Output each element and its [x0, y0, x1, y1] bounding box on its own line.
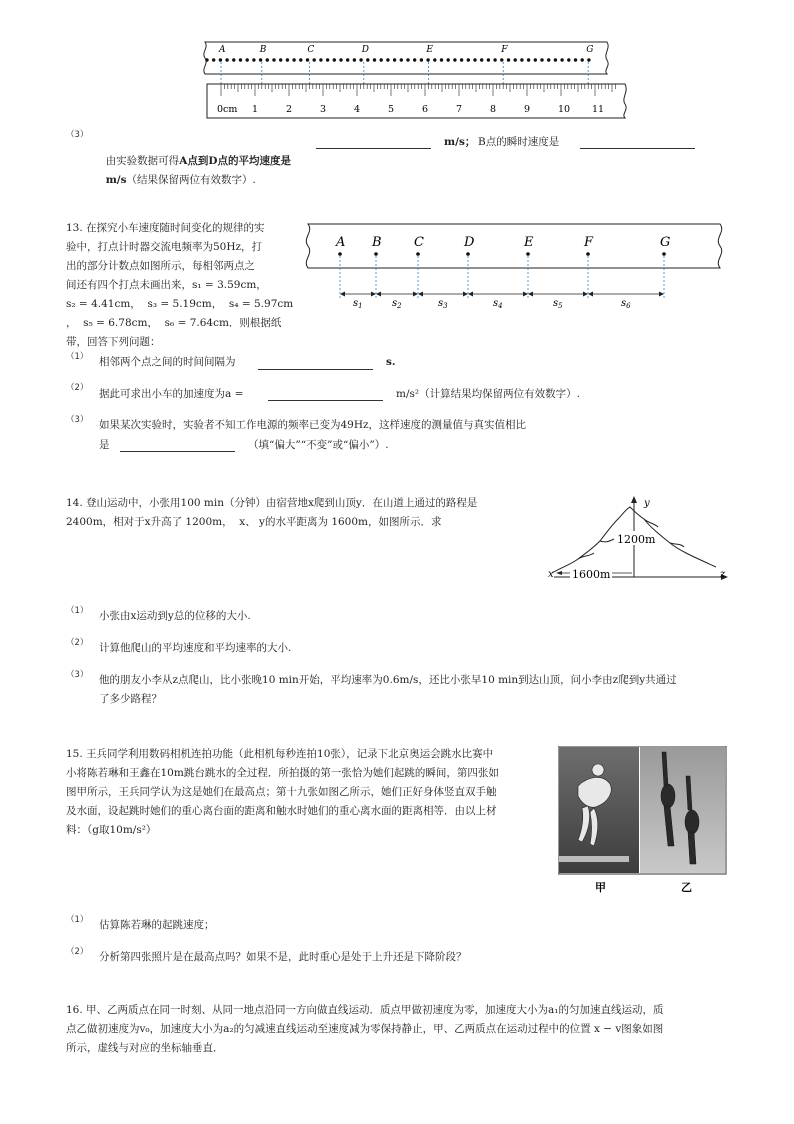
q13-sub3-line2-b: （填“偏大”“不变”或“偏小”）. [248, 439, 389, 451]
tape-point-label: C [307, 45, 315, 55]
y-axis-arrow [631, 496, 637, 503]
ruler-label: 0cm [217, 104, 238, 115]
q15-stem [66, 745, 499, 840]
q12-sub3-text-b: A点到D点的平均速度是 [179, 155, 291, 167]
q13-point-dot [586, 252, 590, 256]
q13-tape [306, 224, 721, 310]
q15-stem-line: 15. 王兵同学利用数码相机连拍功能（此相机每秒连拍10张），记录下北京奥运会跳水比赛中 [66, 748, 494, 760]
q13-sub2-number: （2） [66, 383, 89, 393]
tape-point-label: E [426, 45, 433, 55]
q12-instant-speed-blank[interactable] [580, 147, 695, 149]
q14-sub2-text: 计算他爬山的平均速度和平均速率的大小. [99, 642, 292, 654]
diving-photos [558, 746, 728, 896]
q16-stem-line: 16. 甲、乙两质点在同一时刻、从同一地点沿同一方向做直线运动．质点甲做初速度为零，加速度大小为a₁的匀加速直线运动，质 [66, 1004, 664, 1016]
q13-stem-line: ， s₅ = 6.78cm， s₆ = 7.64cm．则根据纸 [66, 317, 282, 329]
ruler-label: 6 [422, 104, 429, 115]
q13-point-label: B [372, 235, 382, 250]
tape-dot [567, 58, 570, 61]
q13-stem-line: 13. 在探究小车速度随时间变化的规律的实 [66, 222, 265, 234]
tape-dot [480, 58, 483, 61]
tape-dot [574, 58, 577, 61]
q15-stem-line: 料：（g取10m/s²） [66, 824, 157, 836]
tape-dot [353, 58, 356, 61]
tape-dot [534, 58, 537, 61]
q13-point-label: A [336, 235, 346, 250]
tape-dot [554, 58, 557, 61]
q14-sub2-number: （2） [66, 638, 89, 648]
q13-segment-arrow [340, 292, 345, 297]
ruler-label: 4 [354, 104, 361, 115]
tape-dot [460, 58, 463, 61]
tape-dot [212, 58, 215, 61]
photo-b [640, 747, 725, 873]
q14-sub3-line2: 了多少路程？ [99, 693, 162, 705]
q13-segment-arrow [523, 292, 528, 297]
tape-dot [319, 58, 322, 61]
tape-dot [487, 58, 490, 61]
ruler-label: 8 [490, 104, 497, 115]
q13-point-label: C [414, 235, 424, 250]
q13-segment-arrow [413, 292, 418, 297]
q13-point-dot [416, 252, 420, 256]
q13-segment-label: $s_4$ [493, 298, 503, 310]
tape-dot [540, 58, 543, 61]
q13-point-label: E [524, 235, 534, 250]
q14-stem-line: 2400m，相对于x升高了 1200m， x、 y的水平距离为 1600m，如图所示．求 [66, 516, 442, 528]
tape-dot [433, 58, 436, 61]
q12-sub3-note: （结果保留两位有效数字）. [126, 174, 256, 186]
q13-interval-blank[interactable] [258, 368, 373, 370]
platform-edge [559, 856, 629, 862]
tape-dot [286, 58, 289, 61]
q13-sub3-line2-a: 是 [99, 439, 110, 451]
q16-stem-line: 所示，虚线与对应的坐标轴垂直． [66, 1042, 224, 1054]
tape-dot [252, 58, 255, 61]
tape-dot [292, 58, 295, 61]
q13-segment-arrow [528, 292, 533, 297]
q14-sub3-line1: 他的朋友小李从z点爬山，比小张晚10 min开始，平均速率为0.6m/s，还比小张早10 min到达山顶，问小李由z爬到y共通过 [99, 674, 677, 686]
q13-stem-line: 带，回答下列问题： [66, 336, 161, 348]
q13-segment-label: $s_2$ [392, 298, 402, 310]
tape-dot [272, 58, 275, 61]
width-arrow-head [556, 571, 562, 575]
tape-dot [279, 58, 282, 61]
tape-dot [266, 58, 269, 61]
tape-dot [426, 58, 429, 61]
q13-segment-label: $s_3$ [438, 298, 448, 310]
ruler-label: 11 [592, 104, 605, 115]
q13-point-dot [338, 252, 342, 256]
tape-dot [413, 58, 416, 61]
tape-dot [326, 58, 329, 61]
tape-dot [520, 58, 523, 61]
tape-dot [393, 58, 396, 61]
tape-dot [205, 58, 208, 61]
q14-sub1-number: （1） [66, 606, 89, 616]
tape-dot [507, 58, 510, 61]
q13-point-label: G [660, 235, 671, 250]
x-point-label: x [548, 569, 554, 580]
tape-dot [406, 58, 409, 61]
tape-dot [313, 58, 316, 61]
tape-dot [527, 58, 530, 61]
q12-sub3-text-d: B点的瞬时速度是 [478, 136, 560, 148]
q15-sub2-text: 分析第四张照片是在最高点吗？如果不是，此时重心是处于上升还是下降阶段？ [99, 951, 467, 963]
tape-point-label: D [361, 45, 370, 55]
q15-sub2-number: （2） [66, 947, 89, 957]
q13-segment-arrow [588, 292, 593, 297]
q13-segment-arrow [468, 292, 473, 297]
tape-dot [333, 58, 336, 61]
q13-segment-label: $s_5$ [553, 298, 563, 310]
photo-label-a: 甲 [595, 881, 606, 894]
q12-sub3-number: （3） [66, 130, 89, 140]
tape-dot [246, 58, 249, 61]
q12-sub3-text-a: 由实验数据可得 [105, 155, 180, 167]
tape-dot [219, 58, 222, 61]
tape-dot [386, 58, 389, 61]
tape-dot [514, 58, 517, 61]
tape-dot [339, 58, 342, 61]
tape-dot [581, 58, 584, 61]
tape-dot [587, 58, 590, 61]
q13-segment-label: $s_1$ [353, 298, 363, 310]
q16-stem-line: 点乙做初速度为v₀，加速度大小为a₂的匀减速直线运动至速度减为零保持静止，甲、乙两质点在运动过程中的位置 x − v图象如图 [66, 1023, 664, 1035]
q15-stem-line: 图甲所示，王兵同学认为这是她们在最高点；第十九张如图乙所示，她们正好身体竖直双手触 [66, 786, 497, 798]
q13-tape-figure [300, 218, 730, 310]
ruler-label: 7 [456, 104, 463, 115]
mountain-figure [548, 493, 738, 593]
ruler-label: 9 [524, 104, 531, 115]
q15-sub1-text: 估算陈若琳的起跳速度； [99, 919, 215, 931]
q13-stem-line: 出的部分计数点如图所示，每相邻两点之 [66, 260, 255, 272]
q13-point-dot [526, 252, 530, 256]
q14-stem-line: 14. 登山运动中，小张用100 min（分钟）由宿营地x爬到山顶y．在山道上通过的路程是 [66, 497, 478, 509]
tape-dot [346, 58, 349, 61]
q13-stem [66, 219, 293, 352]
q13-point-dot [662, 252, 666, 256]
ruler [207, 84, 626, 118]
q13-stem-line: s₂ = 4.41cm， s₃ = 5.19cm， s₄ = 5.97cm [66, 298, 294, 310]
q12-avg-speed-blank[interactable] [316, 147, 431, 149]
tape-dot [400, 58, 403, 61]
q13-sub1-unit: s. [386, 356, 396, 368]
ruler-label: 3 [320, 104, 327, 115]
y-point-label: y [644, 498, 650, 509]
ruler-label: 1 [252, 104, 259, 115]
tape-dot [366, 58, 369, 61]
tape-dot [547, 58, 550, 61]
tape-dot [380, 58, 383, 61]
q13-segment-arrow [583, 292, 588, 297]
tape-dot [232, 58, 235, 61]
q14-sub3-number: （3） [66, 670, 89, 680]
q14-sub1-text: 小张由x运动到y总的位移的大小. [99, 610, 251, 622]
tape-point-label: F [501, 45, 508, 55]
tape-dot [560, 58, 563, 61]
tape-dot [306, 58, 309, 61]
q13-segment-arrow [371, 292, 376, 297]
tape-dot [473, 58, 476, 61]
q13-segment-arrow [376, 292, 381, 297]
q13-stem-line: 验中，打点计时器交流电频率为50Hz，打 [66, 241, 263, 253]
q13-sub1-text: 相邻两个点之间的时间间隔为 [99, 356, 236, 368]
ruler-label: 10 [558, 104, 571, 115]
ruler-label: 5 [388, 104, 395, 115]
tape-point-label: B [259, 45, 267, 55]
q13-point-dot [466, 252, 470, 256]
tape-dot [239, 58, 242, 61]
tape-dot [225, 58, 228, 61]
q13-segment-arrow [659, 292, 664, 297]
tape-dot [373, 58, 376, 61]
height-label: 1200m [617, 533, 656, 546]
q13-point-label: F [584, 235, 594, 250]
tape-dot [447, 58, 450, 61]
q13-stem-line: 间还有四个打点未画出来，s₁ = 3.59cm， [66, 279, 267, 291]
q13-sub1-number: （1） [66, 352, 89, 362]
q13-sub2-text: 据此可求出小车的加速度为a = [99, 388, 244, 400]
q12-sub3-line2 [99, 152, 256, 190]
q13-accel-blank[interactable] [268, 399, 383, 401]
q15-sub1-number: （1） [66, 915, 89, 925]
photo-label-b: 乙 [681, 881, 692, 894]
q13-segment-arrow [463, 292, 468, 297]
tape-point-label: G [586, 45, 594, 55]
q15-stem-line: 小将陈若琳和王鑫在10m跳台跳水的全过程．所拍摄的第一张恰为她们起跳的瞬间，第四张如 [66, 767, 499, 779]
tape-point-label: A [219, 45, 226, 55]
tape-dot [500, 58, 503, 61]
q13-segment-label: $s_6$ [621, 298, 631, 310]
q13-point-dot [374, 252, 378, 256]
tape-dot [493, 58, 496, 61]
q16-stem [66, 1001, 664, 1058]
tape-dot [420, 58, 423, 61]
z-point-label: z [720, 569, 726, 580]
tape-dot [259, 58, 262, 61]
q12-sub3-unit-b: m/s [105, 174, 127, 186]
ruler-label: 2 [286, 104, 293, 115]
tape-dot [299, 58, 302, 61]
q13-sub3-line1: 如果某次实验时，实验者不知工作电源的频率已变为49Hz，这样速度的测量值与真实值相比 [99, 419, 527, 431]
q13-sub2-unit: m/s²（计算结果均保留两位有效数字）. [396, 388, 580, 400]
tape-dot [453, 58, 456, 61]
tape-dot [467, 58, 470, 61]
q13-segment-arrow [418, 292, 423, 297]
q13-point-label: D [464, 235, 475, 250]
tape-dot [440, 58, 443, 61]
tape-dot [359, 58, 362, 61]
q15-stem-line: 及水面，设起跳时她们的重心离台面的距离和触水时她们的重心离水面的距离相等．由以上材 [66, 805, 497, 817]
q13-sub3-number: （3） [66, 415, 89, 425]
tape-ruler-figure [195, 38, 635, 120]
q13-compare-blank[interactable] [120, 450, 235, 452]
width-label: 1600m [572, 568, 611, 581]
q12-sub3-unit-a: m/s； [444, 136, 476, 148]
